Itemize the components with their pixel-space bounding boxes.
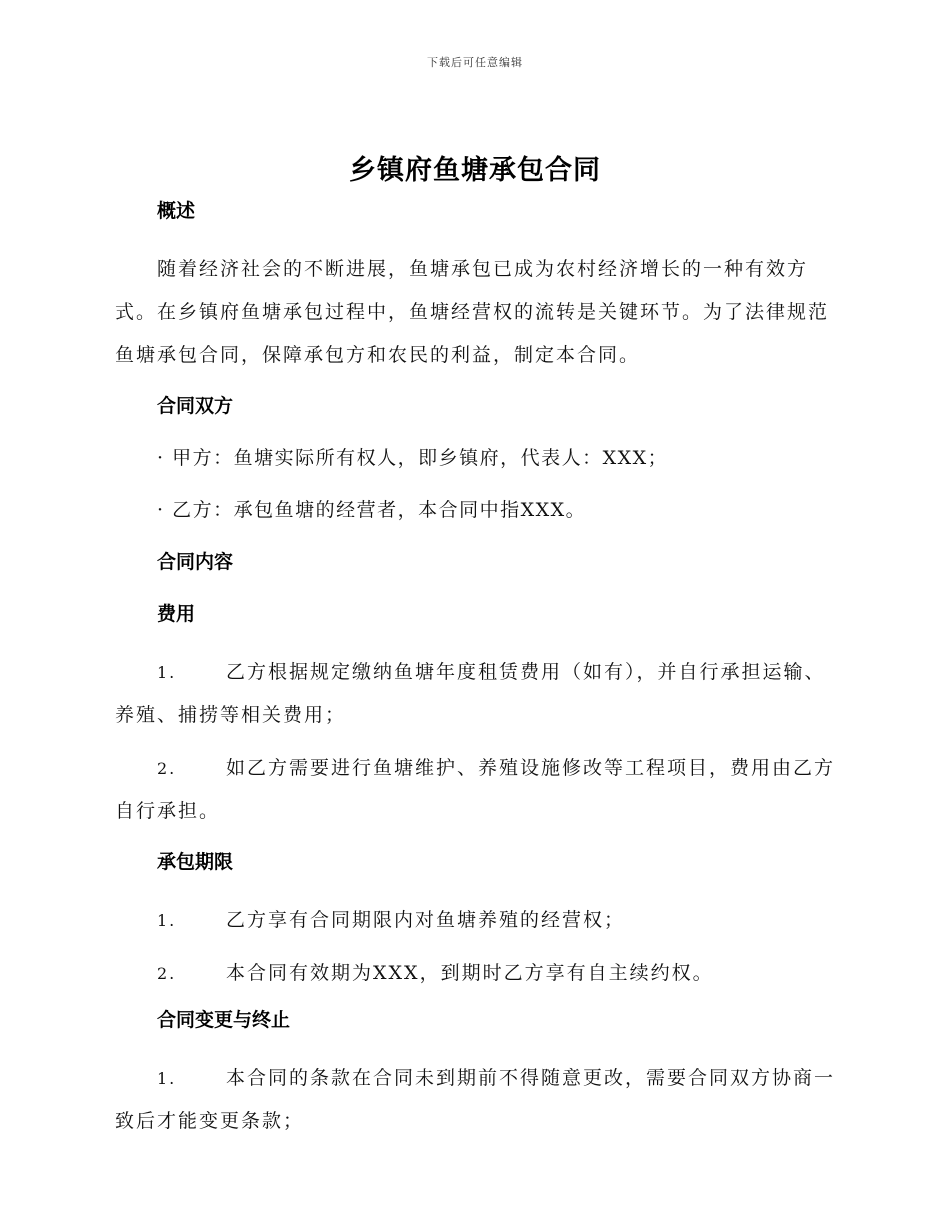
section-heading-fees: 费用 xyxy=(157,603,196,625)
item-text: 本合同有效期为XXX，到期时乙方享有自主续约权。 xyxy=(226,962,714,984)
document-body xyxy=(115,196,835,1153)
fees-item-2 xyxy=(115,747,835,833)
section-heading-overview: 概述 xyxy=(157,200,196,222)
document-title: 乡镇府鱼塘承包合同 xyxy=(349,155,601,186)
section-heading-term: 承包期限 xyxy=(157,851,234,873)
fees-item-1 xyxy=(115,651,835,737)
item-text: 乙方根据规定缴纳鱼塘年度租赁费用（如有），并自行承担运输、养殖、捕捞等相关费用； xyxy=(115,661,826,726)
section-heading-content: 合同内容 xyxy=(157,551,234,573)
section-heading-parties: 合同双方 xyxy=(157,395,234,417)
party-b-item: · 乙方：承包鱼塘的经营者，本合同中指XXX。 xyxy=(157,499,587,521)
item-number: 2. xyxy=(157,759,177,778)
term-item-1 xyxy=(115,899,835,942)
term-item-2 xyxy=(115,952,835,995)
item-number: 1. xyxy=(157,663,177,682)
item-number: 1. xyxy=(157,1069,177,1088)
item-text: 乙方享有合同期限内对鱼塘养殖的经营权； xyxy=(226,909,626,931)
party-a-item: · 甲方：鱼塘实际所有权人，即乡镇府，代表人：XXX； xyxy=(157,447,669,469)
item-text: 如乙方需要进行鱼塘维护、养殖设施修改等工程项目，费用由乙方自行承担。 xyxy=(115,757,836,822)
header-note: 下载后可任意编辑 xyxy=(427,56,523,69)
overview-paragraph: 随着经济社会的不断进展，鱼塘承包已成为农村经济增长的一种有效方式。在乡镇府鱼塘承包过程中，鱼塘经营权的流转是关键环节。为了法律规范鱼塘承包合同，保障承包方和农民的利益，制定本合同。 xyxy=(115,258,830,366)
section-heading-change: 合同变更与终止 xyxy=(157,1009,291,1031)
item-number: 1. xyxy=(157,911,177,930)
change-item-1 xyxy=(115,1057,835,1143)
item-text: 本合同的条款在合同未到期前不得随意更改，需要合同双方协商一致后才能变更条款； xyxy=(115,1067,836,1132)
item-number: 2. xyxy=(157,964,177,983)
